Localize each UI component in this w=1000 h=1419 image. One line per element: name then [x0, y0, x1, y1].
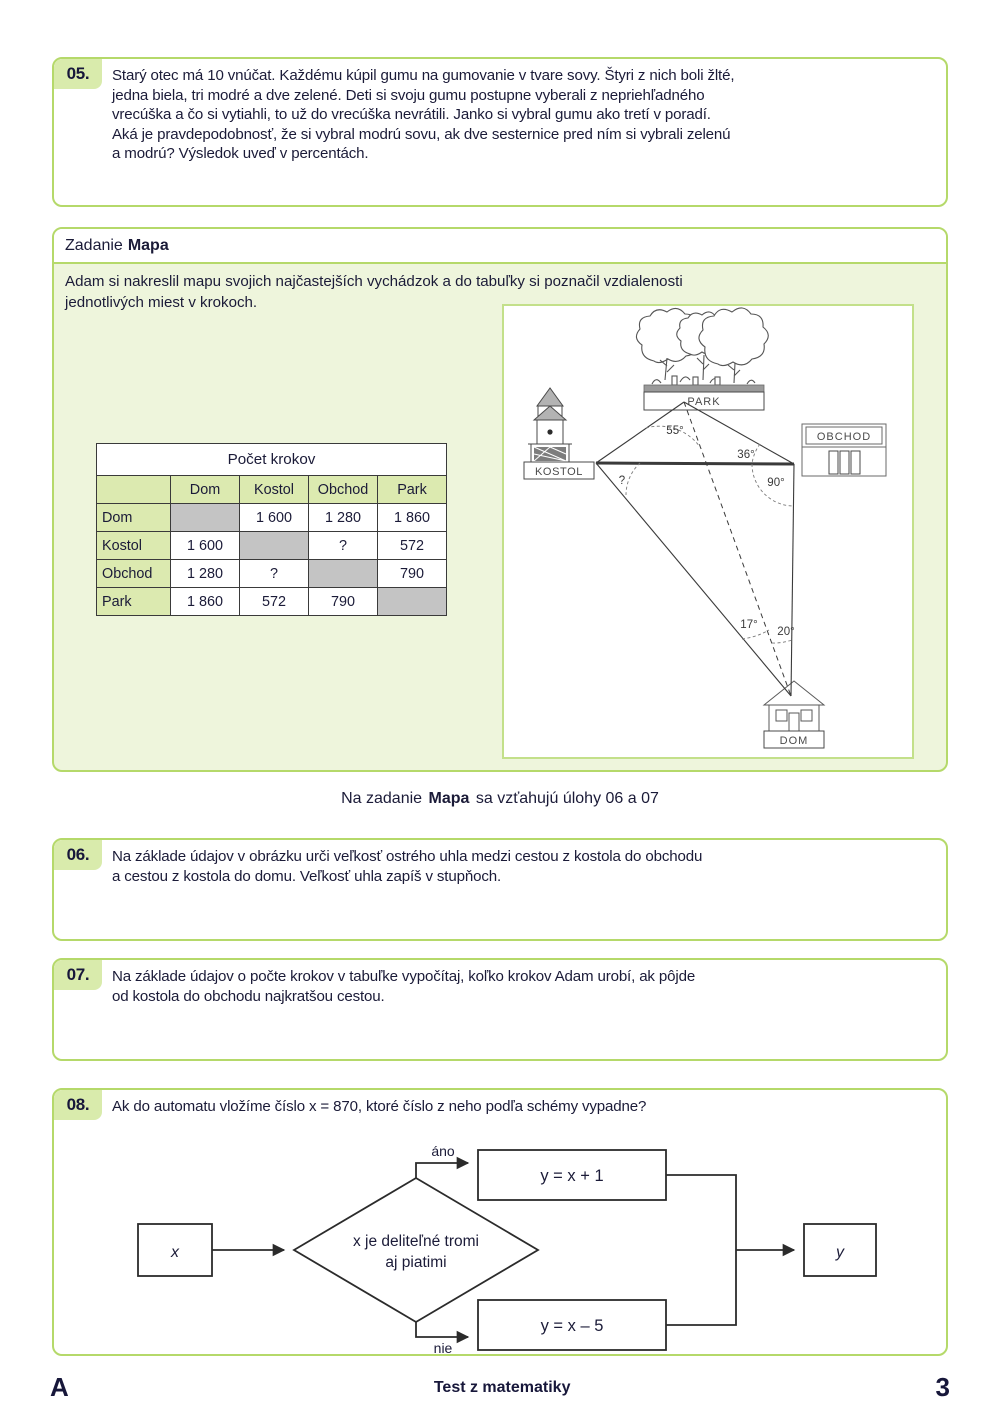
row-header-kostol: Kostol: [97, 532, 171, 560]
cell-dom-kostol: 1 600: [240, 504, 309, 532]
task-box-08: [52, 1088, 948, 1356]
flow-arrow-no: [416, 1322, 468, 1337]
flow-decision-line-1: x je deliteľné tromi: [353, 1233, 479, 1250]
table-header-row: [97, 476, 447, 504]
col-header-dom: Dom: [171, 476, 240, 504]
cell-obchod-kostol: ?: [240, 560, 309, 588]
angle-label-dom-20: 20°: [777, 626, 795, 638]
mapa-caption-after: sa vzťahujú úlohy 06 a 07: [475, 790, 659, 807]
col-header-obchod: Obchod: [309, 476, 378, 504]
dom-icon: [764, 681, 824, 731]
col-header-park: Park: [378, 476, 447, 504]
task-05-line-5: a modrú? Výsledok uveď v percentách.: [112, 145, 369, 163]
route-lines: [596, 402, 794, 696]
task-box-06: [52, 838, 948, 941]
task-box-05: [52, 57, 948, 207]
kostol-icon: [528, 388, 572, 462]
cell-dom-park: 1 860: [378, 504, 447, 532]
cell-park-kostol: 572: [240, 588, 309, 616]
footer-variant: A: [50, 1372, 69, 1402]
route-kostol-obchod: [596, 463, 794, 464]
table-row: [97, 504, 447, 532]
task-number-06: 06.: [54, 840, 102, 870]
row-header-park: Park: [97, 588, 171, 616]
col-header-kostol: Kostol: [240, 476, 309, 504]
obchod-label: OBCHOD: [816, 431, 872, 443]
flow-yes-expression: y = x + 1: [540, 1167, 604, 1185]
cell-kostol-obchod: ?: [309, 532, 378, 560]
mapa-caption-name: Mapa: [428, 790, 470, 807]
route-kostol-dom: [596, 463, 791, 696]
task-05-line-4: Aká je pravdepodobnosť, že si vybral modrú sovu, ak dve sesternice pred ním si vybrali zelenú: [112, 125, 731, 143]
angle-arc-dom-17: [742, 630, 769, 639]
route-obchod-dom: [791, 464, 794, 696]
flow-arrow-yes: [416, 1163, 468, 1178]
col-header-corner: [97, 476, 171, 504]
angle-label-park: 55°: [666, 425, 684, 437]
park-icon: [636, 308, 768, 385]
page-footer: [50, 1372, 950, 1403]
cell-obchod-obchod: [309, 560, 378, 588]
task-text-05: [112, 66, 934, 164]
task-07-line-1: Na základe údajov o počte krokov v tabuľke vypočítaj, koľko krokov Adam urobí, ak pôjde: [112, 968, 696, 985]
cell-obchod-dom: 1 280: [171, 560, 240, 588]
flow-yes-label: áno: [431, 1143, 455, 1159]
angle-label-obchod-90: 90°: [767, 477, 785, 489]
mapa-caption: [0, 790, 1000, 808]
cell-dom-dom: [171, 504, 240, 532]
task-07-line-2: od kostola do obchodu najkratšou cestou.: [112, 987, 385, 1005]
task-08-line-1: Ak do automatu vložíme číslo x = 870, ktoré číslo z neho podľa schémy vypadne?: [112, 1098, 647, 1115]
cell-park-obchod: 790: [309, 588, 378, 616]
assignment-intro-line-2: jednotlivých miest v krokoch.: [65, 294, 258, 311]
angle-arc-dom-20: [772, 640, 792, 643]
task-05-line-1: Starý otec má 10 vnúčat. Každému kúpil gumu na gumovanie v tvare sovy. Štyri z nich boli žlté,: [112, 67, 735, 84]
table-row: [97, 588, 447, 616]
row-header-obchod: Obchod: [97, 560, 171, 588]
steps-table: [96, 443, 447, 616]
assignment-header: [54, 229, 946, 264]
flow-input-label: x: [171, 1244, 179, 1261]
flowchart: [126, 1138, 916, 1356]
cell-park-park: [378, 588, 447, 616]
angle-label-kostol: ?: [618, 475, 626, 487]
dom-label: DOM: [779, 735, 809, 747]
task-number-05: 05.: [54, 59, 102, 89]
map-figure: [502, 304, 914, 759]
table-title: Počet krokov: [97, 444, 447, 476]
assignment-box-mapa: [52, 227, 948, 772]
cell-kostol-dom: 1 600: [171, 532, 240, 560]
flow-output-label: y: [836, 1244, 844, 1261]
park-ground-bar: [644, 385, 764, 392]
footer-page-number: 3: [935, 1372, 950, 1402]
flow-no-label: nie: [433, 1340, 453, 1356]
task-06-line-1: Na základe údajov v obrázku urči veľkosť ostrého uhla medzi cestou z kostola do obchodu: [112, 848, 703, 865]
kostol-label: KOSTOL: [534, 466, 584, 478]
cell-park-dom: 1 860: [171, 588, 240, 616]
assignment-header-name: Mapa: [127, 236, 169, 254]
route-park-dom-dashed: [684, 402, 791, 696]
assignment-intro-line-1: Adam si nakreslil mapu svojich najčastejších vychádzok a do tabuľky si poznačil vzdialenosti: [65, 273, 683, 290]
row-header-dom: Dom: [97, 504, 171, 532]
flow-no-expression: y = x – 5: [540, 1317, 604, 1335]
angle-label-dom-17: 17°: [740, 619, 758, 631]
cell-kostol-park: 572: [378, 532, 447, 560]
task-05-line-3: vrecúška a čo si vytiahli, to už do vrecúška nevrátili. Janko si vybral gumu ako tretí v poradí.: [112, 106, 711, 124]
task-text-07: [112, 967, 934, 1006]
mapa-caption-before: Na zadanie: [341, 790, 423, 807]
map-diagram-svg: [504, 306, 912, 757]
table-row: [97, 560, 447, 588]
footer-title: Test z matematiky: [433, 1378, 571, 1396]
task-06-line-2: a cestou z kostola do domu. Veľkosť uhla zapíš v stupňoch.: [112, 867, 501, 885]
cell-dom-obchod: 1 280: [309, 504, 378, 532]
flow-decision-line-2: aj piatimi: [385, 1254, 447, 1271]
flow-join-no: [666, 1250, 736, 1325]
task-text-06: [112, 847, 934, 886]
assignment-header-prefix: Zadanie: [65, 236, 123, 254]
task-number-07: 07.: [54, 960, 102, 990]
angle-label-obchod-36: 36°: [737, 449, 755, 461]
park-label: PARK: [687, 396, 721, 408]
task-05-line-2: jedna biela, tri modré a dve zelené. Deti si svoju gumu postupne vyberali z nepriehľadného: [112, 86, 705, 104]
table-title-row: [97, 444, 447, 476]
cell-kostol-kostol: [240, 532, 309, 560]
flowchart-svg: [126, 1138, 916, 1356]
cell-obchod-park: 790: [378, 560, 447, 588]
task-box-07: [52, 958, 948, 1061]
task-number-08: 08.: [54, 1090, 102, 1120]
task-text-08: [112, 1097, 934, 1117]
flow-join-yes: [666, 1175, 736, 1250]
table-row: [97, 532, 447, 560]
angle-arc-kostol: [626, 463, 640, 495]
